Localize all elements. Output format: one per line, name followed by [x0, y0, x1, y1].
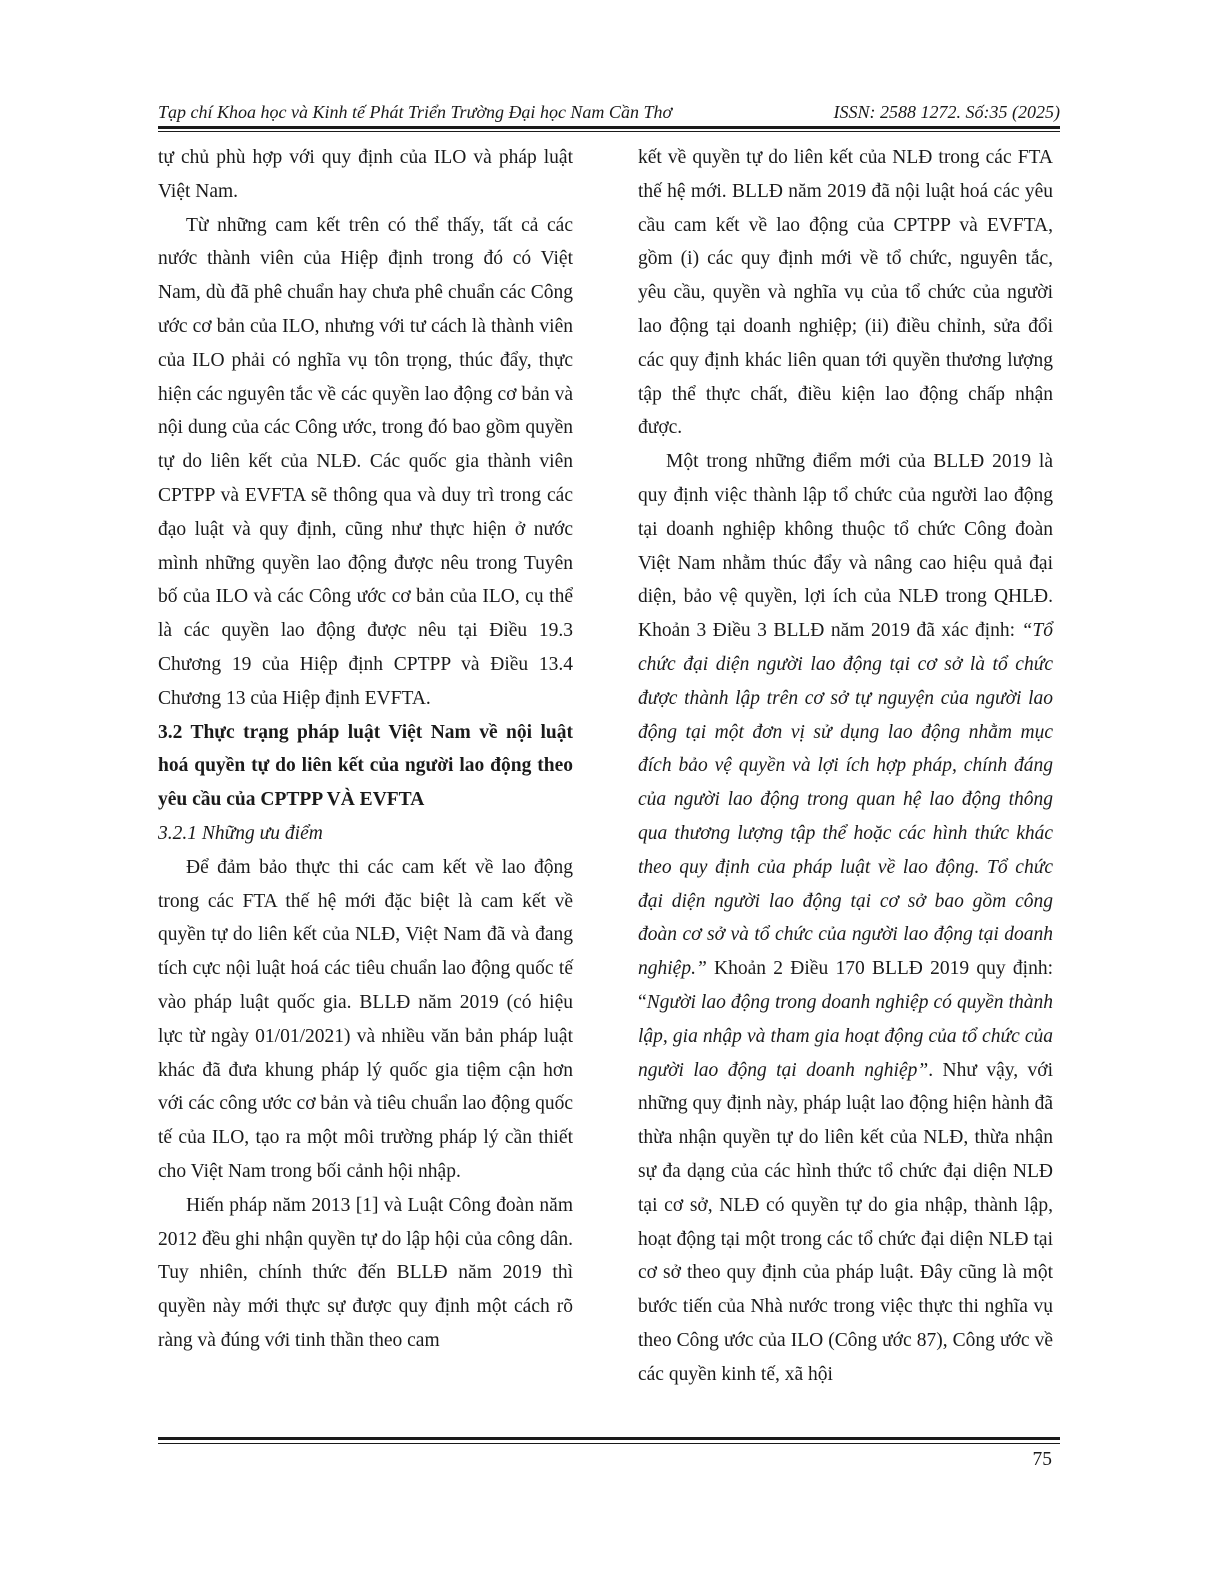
- paragraph: Hiến pháp năm 2013 [1] và Luật Công đoàn năm 2012 đều ghi nhận quyền tự do lập hội của công dân. Tuy nhiên, chính thức đến BLLĐ năm 2019 thì quyền này mới thực sự được quy định một cách rõ ràng và đúng với tinh thần theo cam: [158, 1194, 573, 1351]
- subsection-heading: 3.2.1 Những ưu điểm: [158, 822, 323, 844]
- right-column: [638, 141, 1053, 1391]
- text-run: Khoản 2 Điều 170 BLLĐ 2019 quy định: “: [638, 958, 1053, 1013]
- paragraph: kết về quyền tự do liên kết của NLĐ trong các FTA thế hệ mới. BLLĐ năm 2019 đã nội luật hoá các yêu cầu cam kết về lao động của CPTPP và EVFTA, gồm (i) các quy định mới về tổ chức, nguyên tắc, yêu cầu, quyền và nghĩa vụ của tổ chức của người lao động tại doanh nghiệp; (ii) điều chỉnh, sửa đổi các quy định khác liên quan tới quyền thương lượng tập thể thực chất, điều kiện lao động chấp nhận được.: [638, 147, 1053, 439]
- paragraph: Từ những cam kết trên có thể thấy, tất cả các nước thành viên của Hiệp định trong đó có Việt Nam, dù đã phê chuẩn hay chưa phê chuẩn các Công ước cơ bản của ILO, nhưng với tư cách là thành viên của ILO phải có nghĩa vụ tôn trọng, thúc đẩy, thực hiện các nguyên tắc về các quyền lao động cơ bản và nội dung của các Công ước, trong đó bao gồm quyền tự do liên kết của NLĐ. Các quốc gia thành viên CPTPP và EVFTA sẽ thông qua và duy trì trong các đạo luật và quy định, cũng như thực hiện ở nước mình những quyền lao động được nêu trong Tuyên bố của ILO và các Công ước cơ bản của ILO, cụ thể là các quyền lao động được nêu tại Điều 19.3 Chương 19 của Hiệp định CPTPP và Điều 13.4 Chương 13 của Hiệp định EVFTA.: [158, 214, 573, 709]
- quotation: “Tổ chức đại diện người lao động tại cơ sở là tổ chức được thành lập trên cơ sở tự nguyện của người lao động tại một đơn vị sử dụng lao động nhằm mục đích bảo vệ quyền và lợi ích hợp pháp, chính đáng của người lao động trong quan hệ lao động thông qua thương lượng tập thể hoặc các hình thức khác theo quy định của pháp luật về lao động. Tổ chức đại diện người lao động tại cơ sở bao gồm công đoàn cơ sở và tổ chức của người lao động tại doanh nghiệp.”: [638, 620, 1053, 980]
- journal-title: Tạp chí Khoa học và Kinh tế Phát Triển Trường Đại học Nam Cần Thơ: [158, 102, 673, 122]
- header-rule-thick: [158, 126, 1060, 129]
- header-rule-thin: [158, 131, 1060, 132]
- text-run: Một trong những điểm mới của BLLĐ 2019 là quy định việc thành lập tổ chức của người lao động tại doanh nghiệp không thuộc tổ chức Công đoàn Việt Nam nhằm thúc đẩy và nâng cao hiệu quả đại diện, bảo vệ quyền, lợi ích của NLĐ trong QHLĐ. Khoản 3 Điều 3 BLLĐ năm 2019 đã xác định:: [638, 451, 1053, 642]
- paragraph: [638, 445, 1053, 1391]
- footer-rule-thick: [158, 1437, 1060, 1440]
- page-number: 75: [1032, 1449, 1052, 1470]
- section-heading: 3.2 Thực trạng pháp luật Việt Nam về nội luật hoá quyền tự do liên kết của người lao động theo yêu cầu của CPTPP VÀ EVFTA: [158, 721, 573, 811]
- left-column: [158, 141, 573, 1358]
- quotation: Người lao động trong doanh nghiệp có quyền thành lập, gia nhập và tham gia hoạt động của tổ chức của người lao động tại doanh nghiệp”: [638, 991, 1053, 1081]
- paragraph: Để đảm bảo thực thi các cam kết về lao động trong các FTA thế hệ mới đặc biệt là cam kết về quyền tự do liên kết của NLĐ, Việt Nam đã và đang tích cực nội luật hoá các tiêu chuẩn lao động quốc tế vào pháp luật quốc gia. BLLĐ năm 2019 (có hiệu lực từ ngày 01/01/2021) và nhiều văn bản pháp luật khác đã đưa khung pháp lý quốc gia tiệm cận hơn với các công ước cơ bản và tiêu chuẩn lao động quốc tế của ILO, tạo ra một môi trường pháp lý cần thiết cho Việt Nam trong bối cảnh hội nhập.: [158, 856, 573, 1182]
- text-run: . Như vậy, với những quy định này, pháp luật lao động hiện hành đã thừa nhận quyền tự do liên kết của NLĐ, thừa nhận sự đa dạng của các hình thức tổ chức đại diện NLĐ tại cơ sở, NLĐ có quyền tự do gia nhập, thành lập, hoạt động tại một trong các tổ chức đại diện NLĐ tại cơ sở theo quy định của pháp luật. Đây cũng là một bước tiến của Nhà nước trong việc thực thi nghĩa vụ theo Công ước của ILO (Công ước 87), Công ước về các quyền kinh tế, xã hội: [638, 1059, 1053, 1385]
- issn-issue: ISSN: 2588 1272. Số:35 (2025): [833, 102, 1060, 122]
- footer-rule-thin: [158, 1443, 1060, 1444]
- paragraph: tự chủ phù hợp với quy định của ILO và pháp luật Việt Nam.: [158, 147, 573, 202]
